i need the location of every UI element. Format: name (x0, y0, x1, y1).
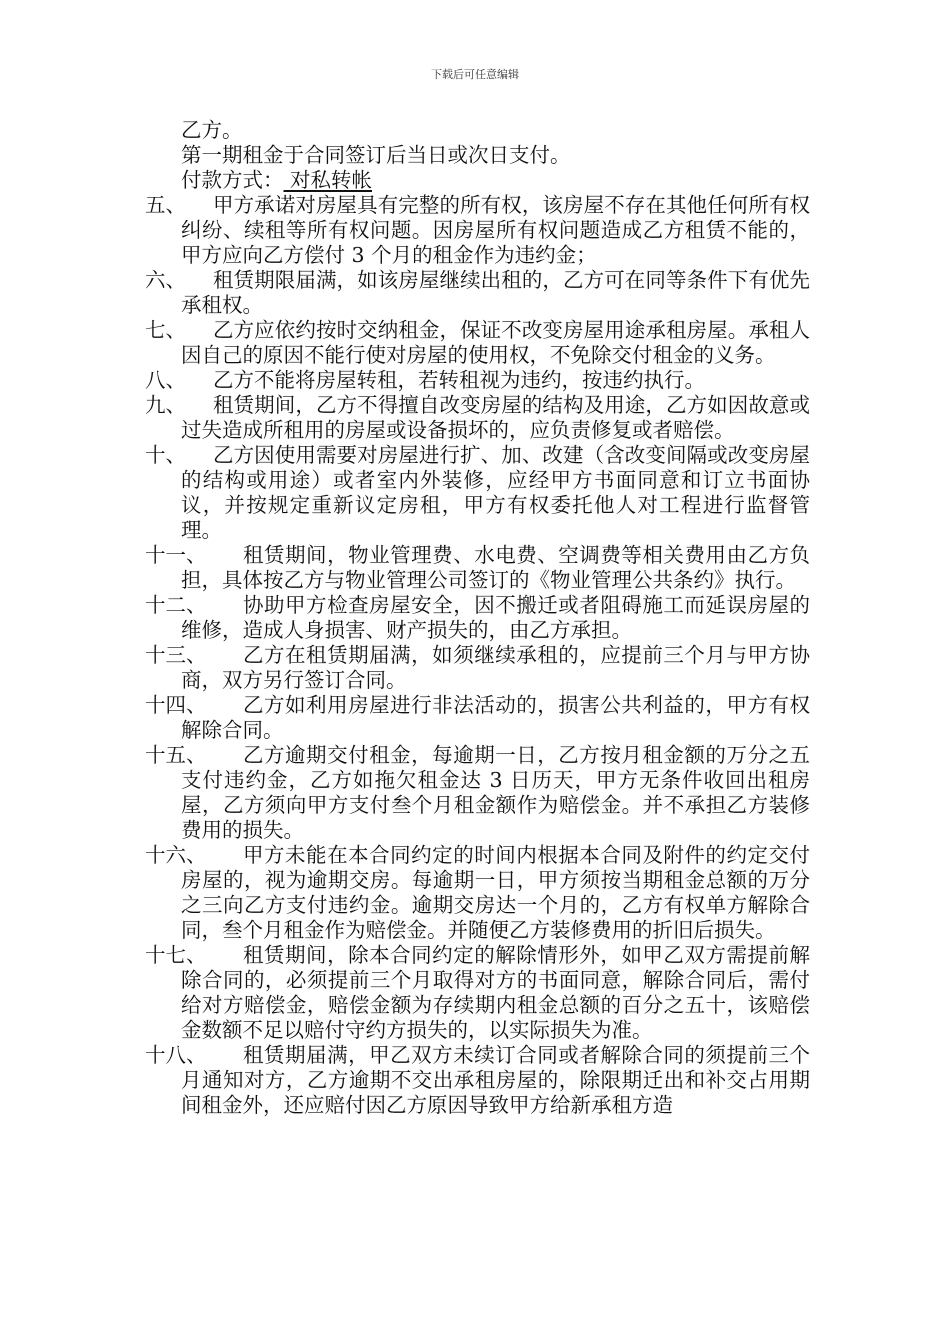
clause-item (145, 743, 810, 843)
clause-item (145, 693, 810, 743)
clause-text: 乙方应依约按时交纳租金，保证不改变房屋用途承租房屋。承租人因自己的原因不能行使对房屋的使用权，不免除交付租金的义务。 (181, 318, 810, 367)
clause-item (145, 843, 810, 943)
clause-text: 乙方如利用房屋进行非法活动的，损害公共利益的，甲方有权解除合同。 (181, 693, 810, 742)
clause-number: 十八、 (145, 1043, 207, 1067)
clause-number: 七、 (145, 318, 186, 342)
clause-text: 租赁期间，物业管理费、水电费、空调费等相关费用由乙方负担，具体按乙方与物业管理公司签订的《物业管理公共条约》执行。 (181, 543, 810, 592)
page-header-note: 下载后可任意编辑 (431, 68, 519, 81)
clause-item (145, 943, 810, 1043)
clause-number: 十七、 (145, 943, 207, 967)
clause-number: 九、 (145, 393, 186, 417)
clause-item (145, 368, 810, 393)
clause-text: 乙方不能将房屋转租，若转租视为违约，按违约执行。 (213, 368, 705, 392)
clause-number: 十一、 (145, 543, 207, 567)
intro-line-1: 乙方。 (181, 118, 243, 142)
clause-item (145, 593, 810, 643)
clause-item (145, 443, 810, 543)
clause-item (145, 643, 810, 693)
clause-item (145, 1043, 810, 1118)
clause-text: 租赁期限届满，如该房屋继续出租的，乙方可在同等条件下有优先承租权。 (181, 268, 810, 317)
clause-number: 六、 (145, 268, 186, 292)
clause-item (145, 193, 810, 268)
clause-number: 五、 (145, 193, 186, 217)
clause-text: 乙方逾期交付租金，每逾期一日，乙方按月租金额的万分之五支付违约金，乙方如拖欠租金达 3 日历天，甲方无条件收回出租房屋，乙方须向甲方支付叁个月租金额作为赔偿金。并不承担乙方装修费用的损失。 (181, 743, 810, 842)
clause-number: 八、 (145, 368, 186, 392)
intro-line-2: 第一期租金于合同签订后当日或次日支付。 (181, 143, 571, 167)
clause-item (145, 318, 810, 368)
clause-item (145, 543, 810, 593)
clause-number: 十二、 (145, 593, 207, 617)
clause-item (145, 268, 810, 318)
clause-text: 甲方未能在本合同约定的时间内根据本合同及附件的约定交付房屋的，视为逾期交房。每逾期一日，甲方须按当期租金总额的万分之三向乙方支付违约金。逾期交房达一个月的，乙方有权单方解除合同，叁个月租金作为赔偿金。并随便乙方装修费用的折旧后损失。 (181, 843, 810, 942)
clause-text: 租赁期间，除本合同约定的解除情形外，如甲乙双方需提前解除合同的，必须提前三个月取得对方的书面同意，解除合同后，需付给对方赔偿金，赔偿金额为存续期内租金总额的百分之五十，该赔偿金数额不足以赔付守约方损失的，以实际损失为准。 (181, 943, 810, 1042)
clause-text: 乙方在租赁期届满，如须继续承租的，应提前三个月与甲方协商，双方另行签订合同。 (181, 643, 810, 692)
clause-item (145, 393, 810, 443)
clause-text: 租赁期间，乙方不得擅自改变房屋的结构及用途，乙方如因故意或过失造成所租用的房屋或设备损坏的，应负责修复或者赔偿。 (181, 393, 810, 442)
clause-list (0, 193, 950, 1118)
payment-method-value: 对私转帐 (283, 168, 373, 192)
clause-text: 租赁期届满，甲乙双方未续订合同或者解除合同的须提前三个月通知对方，乙方逾期不交出承租房屋的，除限期迁出和补交占用期间租金外，还应赔付因乙方原因导致甲方给新承租方造 (181, 1043, 810, 1117)
clause-text: 协助甲方检查房屋安全，因不搬迁或者阻碍施工而延误房屋的维修，造成人身损害、财产损失的，由乙方承担。 (181, 593, 810, 642)
clause-number: 十、 (145, 443, 186, 467)
clause-text: 乙方因使用需要对房屋进行扩、加、改建（含改变间隔或改变房屋的结构或用途）或者室内外装修，应经甲方书面同意和订立书面协议，并按规定重新议定房租，甲方有权委托他人对工程进行监督管理。 (181, 443, 810, 542)
clause-text: 甲方承诺对房屋具有完整的所有权，该房屋不存在其他任何所有权纠纷、续租等所有权问题。因房屋所有权问题造成乙方租赁不能的，甲方应向乙方偿付 3 个月的租金作为违约金； (181, 193, 810, 267)
clause-number: 十六、 (145, 843, 207, 867)
payment-method-line (181, 168, 801, 193)
clause-number: 十四、 (145, 693, 207, 717)
payment-method-label: 付款方式： (181, 168, 284, 192)
document-body (0, 118, 950, 1118)
clause-number: 十三、 (145, 643, 207, 667)
clause-number: 十五、 (145, 743, 207, 767)
